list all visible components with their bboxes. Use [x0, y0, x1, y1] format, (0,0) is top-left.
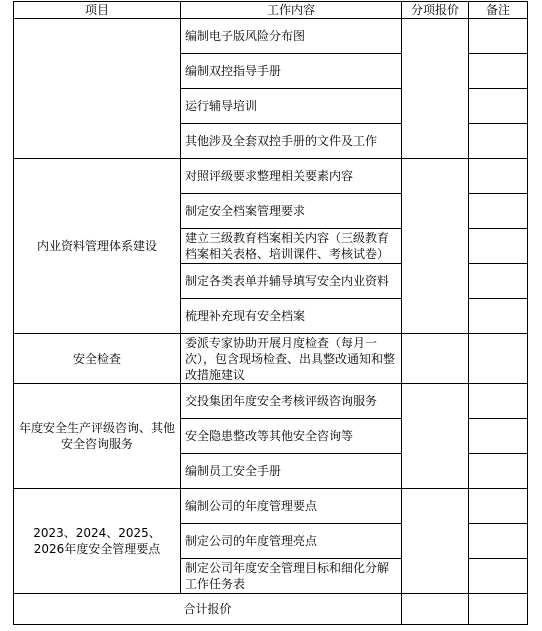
project-cell: 年度安全生产评级咨询、其他安全咨询服务	[14, 384, 181, 489]
note-cell	[469, 159, 528, 194]
total-note-cell	[469, 594, 528, 625]
content-cell: 对照评级要求整理相关要素内容	[181, 159, 402, 194]
content-cell: 制定公司年度安全管理目标和细化分解工作任务表	[181, 559, 402, 594]
table-row	[14, 384, 528, 419]
project-cell	[14, 19, 181, 159]
content-cell: 制定各类表单并辅导填写安全内业资料	[181, 264, 402, 299]
note-cell	[469, 559, 528, 594]
header-project: 项目	[14, 2, 181, 19]
content-cell: 交投集团年度安全考核评级咨询服务	[181, 384, 402, 419]
content-cell: 制定公司的年度管理亮点	[181, 524, 402, 559]
project-cell: 安全检查	[14, 334, 181, 384]
content-cell: 编制员工安全手册	[181, 454, 402, 489]
project-cell: 2023、2024、2025、2026年度安全管理要点	[14, 489, 181, 594]
note-cell	[469, 334, 528, 384]
header-content: 工作内容	[181, 2, 402, 19]
note-cell	[469, 524, 528, 559]
content-cell: 委派专家协助开展月度检查（每月一次），包含现场检查、出具整改通知和整改措施建议	[181, 334, 402, 384]
note-cell	[469, 124, 528, 159]
header-row	[14, 2, 528, 19]
price-cell	[402, 489, 469, 594]
total-row	[14, 594, 528, 625]
price-cell	[402, 334, 469, 384]
content-cell: 编制公司的年度管理要点	[181, 489, 402, 524]
table-row	[14, 159, 528, 194]
note-cell	[469, 54, 528, 89]
table-row	[14, 334, 528, 384]
content-cell: 运行辅导培训	[181, 89, 402, 124]
total-price-cell	[402, 594, 469, 625]
price-cell	[402, 159, 469, 334]
note-cell	[469, 89, 528, 124]
content-cell: 安全隐患整改等其他安全咨询等	[181, 419, 402, 454]
content-cell: 编制电子版风险分布图	[181, 19, 402, 54]
price-cell	[402, 384, 469, 489]
note-cell	[469, 19, 528, 54]
content-cell: 其他涉及全套双控手册的文件及工作	[181, 124, 402, 159]
note-cell	[469, 229, 528, 264]
content-cell: 建立三级教育档案相关内容（三级教育档案相关表格、培训课件、考核试卷）	[181, 229, 402, 264]
note-cell	[469, 419, 528, 454]
content-cell: 制定安全档案管理要求	[181, 194, 402, 229]
note-cell	[469, 299, 528, 334]
header-price: 分项报价	[402, 2, 469, 19]
content-cell: 梳理补充现有安全档案	[181, 299, 402, 334]
note-cell	[469, 384, 528, 419]
note-cell	[469, 489, 528, 524]
header-note: 备注	[469, 2, 528, 19]
note-cell	[469, 264, 528, 299]
total-label: 合计报价	[14, 594, 402, 625]
quotation-table	[13, 1, 528, 625]
note-cell	[469, 454, 528, 489]
note-cell	[469, 194, 528, 229]
table-row	[14, 489, 528, 524]
project-cell: 内业资料管理体系建设	[14, 159, 181, 334]
price-cell	[402, 19, 469, 159]
content-cell: 编制双控指导手册	[181, 54, 402, 89]
table-row	[14, 19, 528, 54]
